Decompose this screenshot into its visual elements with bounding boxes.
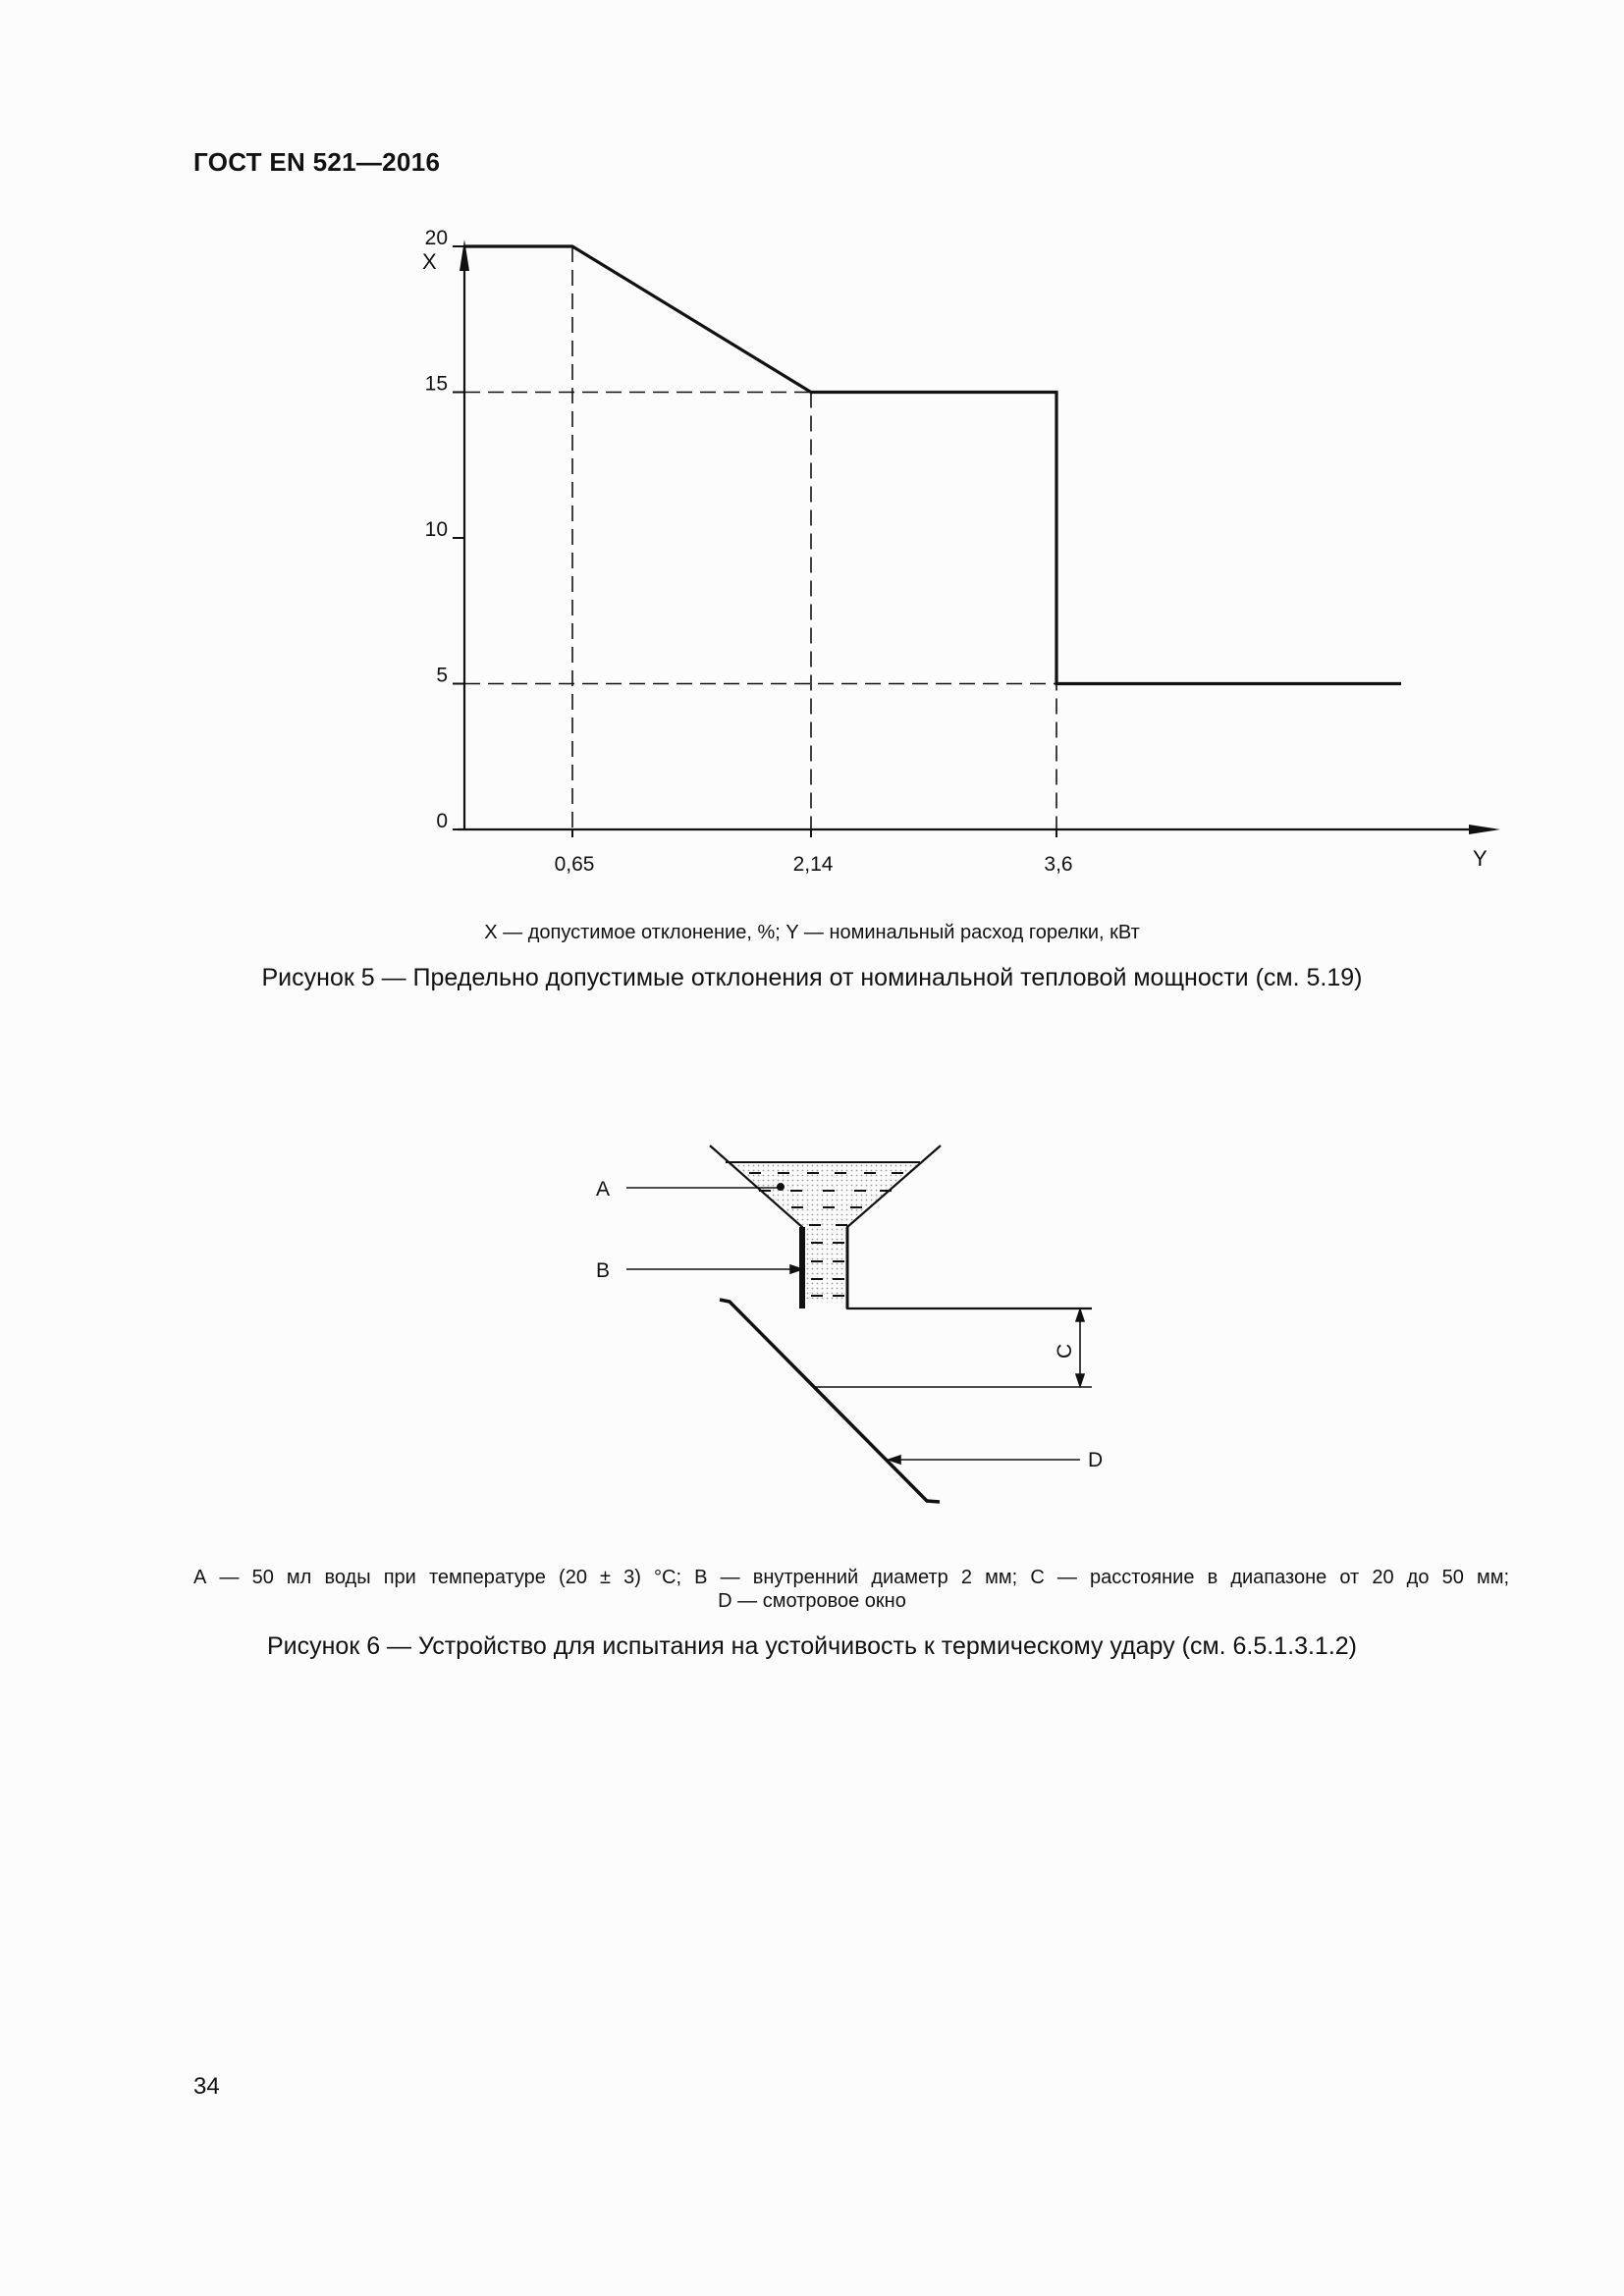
y-tick-label: 5: [436, 664, 448, 687]
water-fill: [726, 1162, 920, 1303]
figure5-caption: Рисунок 5 — Предельно допустимые отклонения от номинальной тепловой мощности (см. 5.19): [261, 964, 1363, 991]
chart-reference-lines: [464, 246, 1056, 829]
figure6-legend-line1: А — 50 мл воды при температуре (20 ± 3) °С; В — внутренний диаметр 2 мм; С — расстояние в диапазоне от 20 до 50 мм;: [193, 1567, 1509, 1588]
figure6-diagram: [0, 1080, 1624, 1551]
series-line: [464, 246, 1401, 684]
label-a: A: [596, 1178, 611, 1201]
chart-series: [464, 246, 1401, 684]
label-c: C: [1054, 1343, 1076, 1359]
x-tick-label: 3,6: [1044, 853, 1073, 876]
page-number: 34: [193, 2073, 220, 2100]
document-header: ГОСТ EN 521—2016: [193, 147, 441, 177]
x-axis-arrow: [1469, 825, 1500, 834]
figure6-legend-line2: D — смотровое окно: [718, 1590, 906, 1612]
figure5-legend: X — допустимое отклонение, %; Y — номинальный расход горелки, кВт: [484, 922, 1140, 943]
x-axis-symbol: Y: [1473, 846, 1488, 871]
x-tick-label: 2,14: [792, 853, 834, 876]
y-tick-label: 15: [424, 372, 448, 396]
x-tick-label: 0,65: [554, 853, 595, 876]
y-axis-arrow: [460, 240, 469, 271]
label-b: B: [596, 1259, 611, 1282]
figure6-caption: Рисунок 6 — Устройство для испытания на устойчивость к термическому удару (см. 6.5.1.3.1.2): [266, 1632, 1358, 1660]
chart-axes: [453, 240, 1500, 837]
figure5-chart: [0, 0, 1624, 903]
y-tick-label: 10: [424, 518, 448, 541]
sight-glass: [720, 1300, 940, 1502]
chart-labels: [422, 227, 1488, 876]
label-d: D: [1088, 1449, 1104, 1471]
y-tick-label: 20: [424, 227, 448, 249]
y-axis-symbol: X: [422, 249, 437, 274]
y-tick-label: 0: [436, 810, 448, 832]
